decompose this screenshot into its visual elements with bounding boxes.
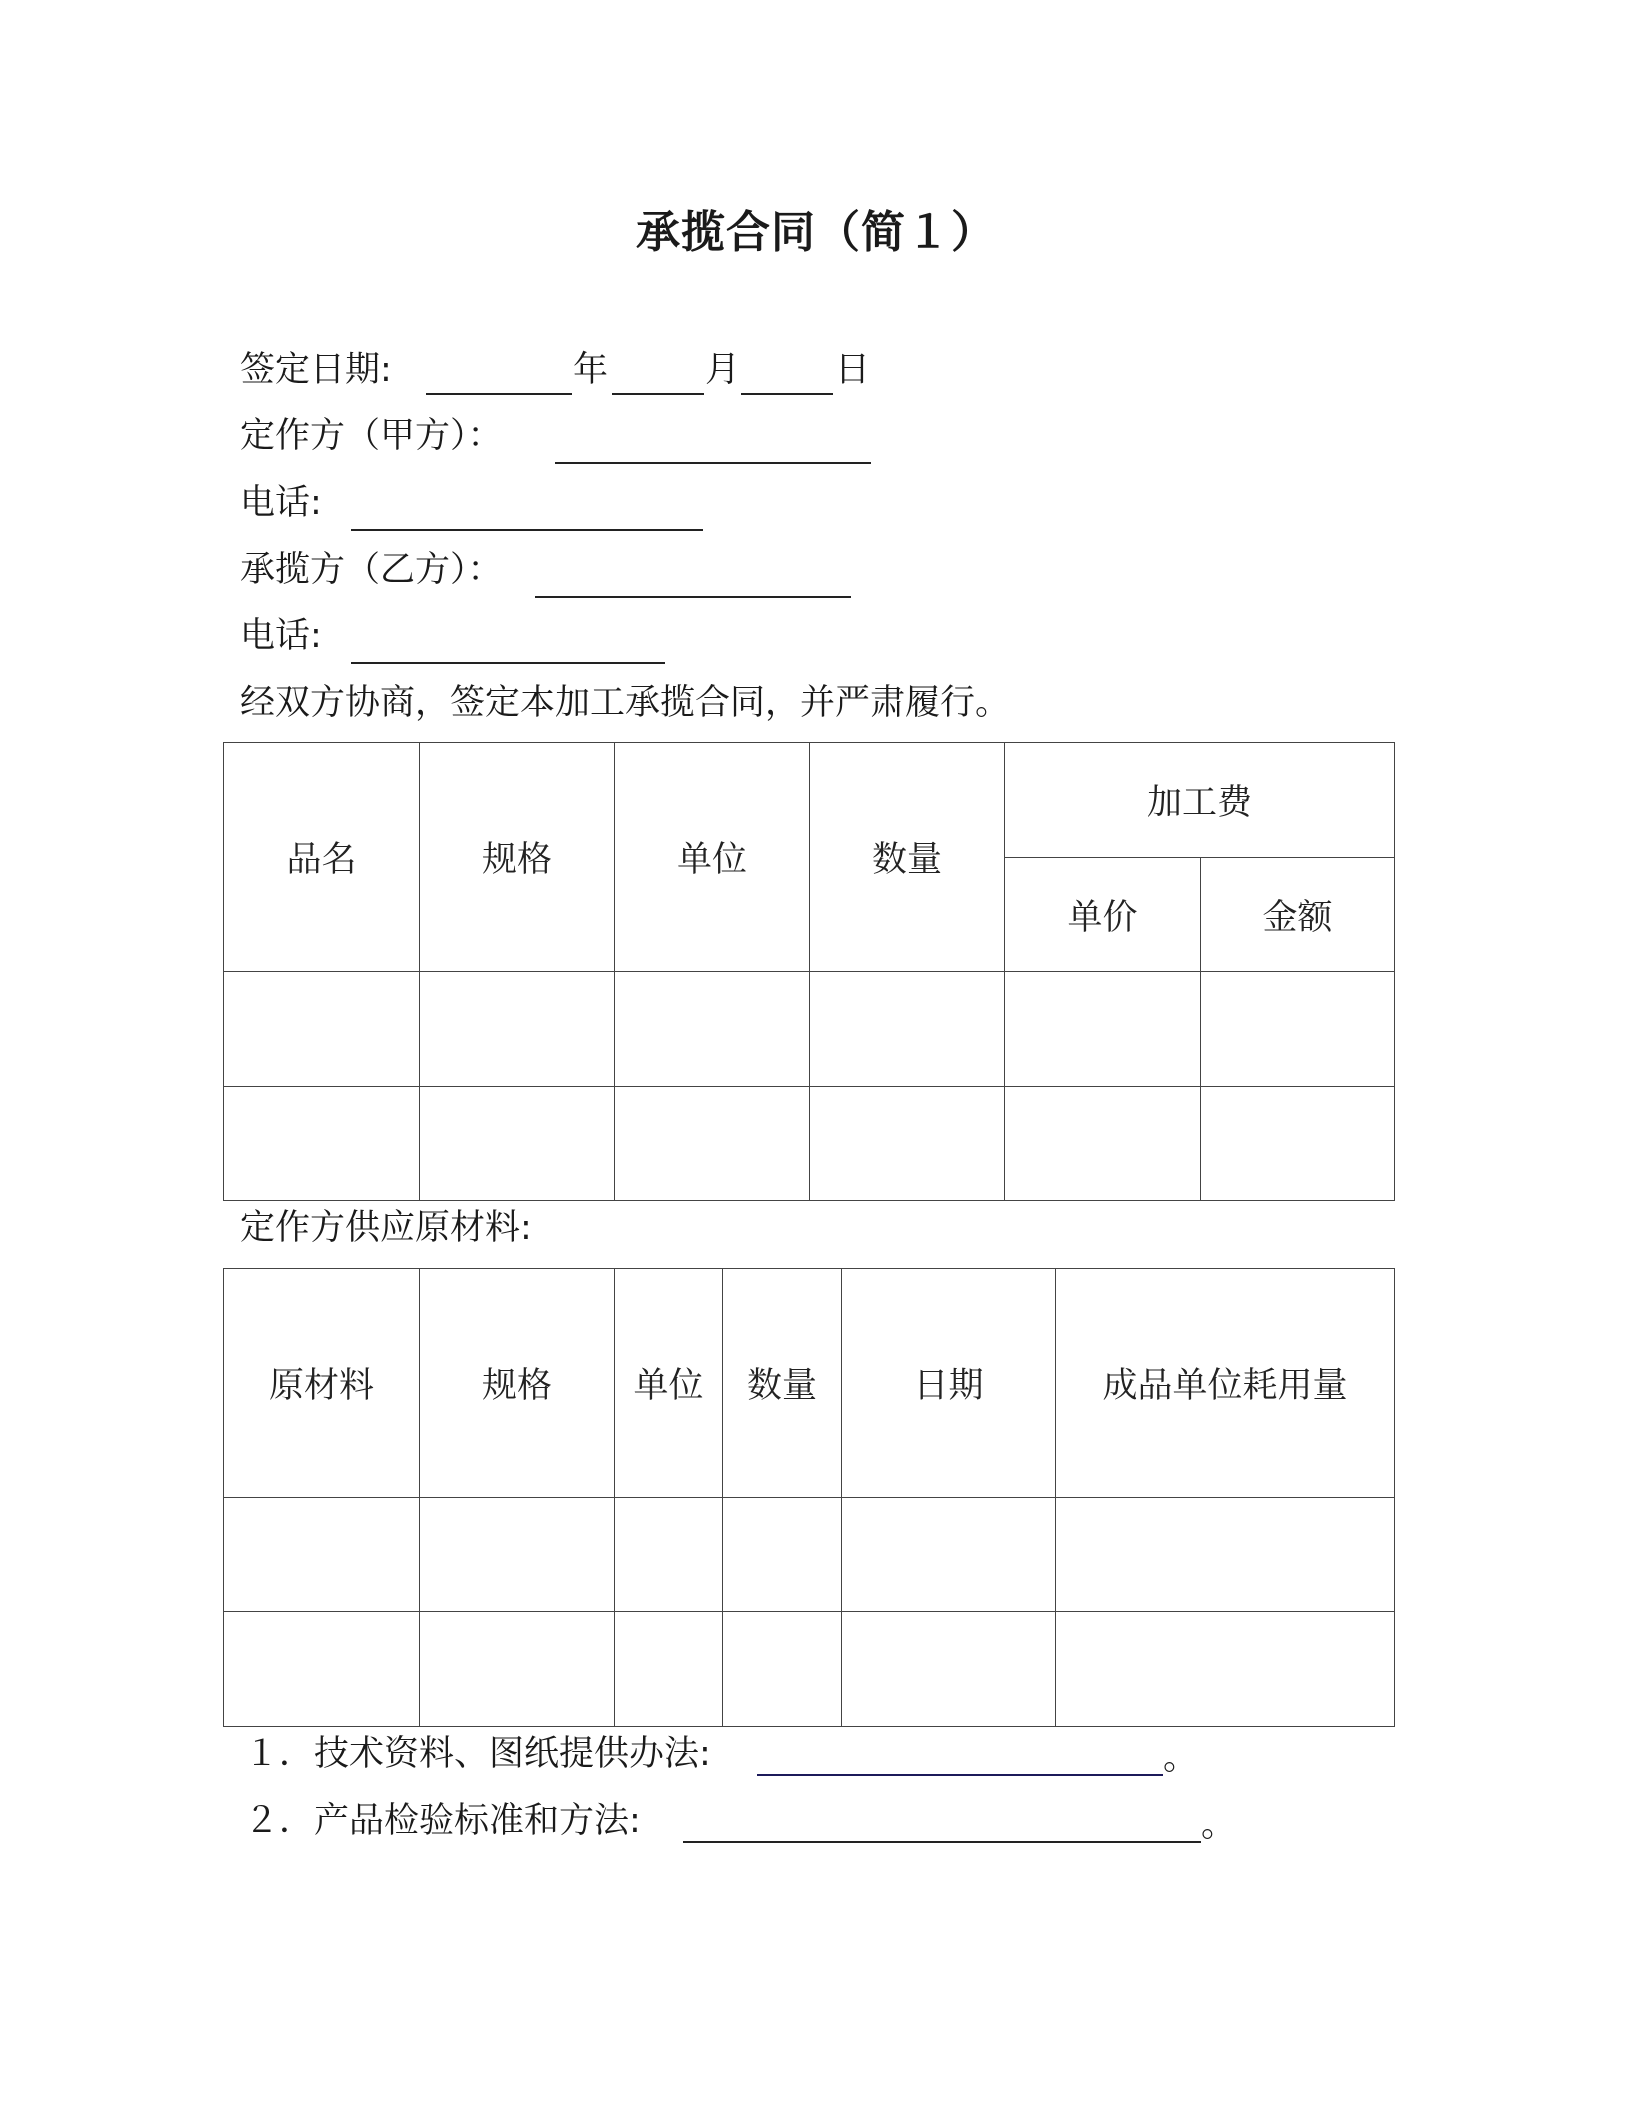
table-cell[interactable] xyxy=(723,1498,842,1612)
processing-fee-table xyxy=(223,742,1395,1201)
party-a-phone-label: 电话: xyxy=(240,483,322,523)
month-label: 月 xyxy=(705,350,741,390)
party-b-label: 承揽方（乙方）： xyxy=(240,550,503,590)
table-cell[interactable] xyxy=(1201,972,1395,1087)
inspection-standard-blank[interactable] xyxy=(683,1841,1201,1843)
header-quantity: 数量 xyxy=(723,1269,842,1498)
table-cell[interactable] xyxy=(420,1498,615,1612)
header-unit-price: 单价 xyxy=(1005,858,1201,972)
day-blank[interactable] xyxy=(741,393,833,395)
table-cell[interactable] xyxy=(723,1612,842,1727)
technical-data-blank[interactable] xyxy=(757,1774,1163,1776)
table-row xyxy=(224,972,1395,1087)
table-cell[interactable] xyxy=(420,1087,615,1201)
table-cell[interactable] xyxy=(615,1498,723,1612)
day-label: 日 xyxy=(835,350,871,390)
header-product-name: 品名 xyxy=(224,743,420,972)
year-blank[interactable] xyxy=(426,393,572,395)
header-date: 日期 xyxy=(842,1269,1056,1498)
header-spec: 规格 xyxy=(420,1269,615,1498)
table-cell[interactable] xyxy=(1201,1087,1395,1201)
table-cell[interactable] xyxy=(615,1087,810,1201)
signing-date-label: 签定日期: xyxy=(240,350,392,390)
table-cell[interactable] xyxy=(1056,1612,1395,1727)
clause-inspection-standard: ２．产品检验标准和方法: xyxy=(244,1801,641,1841)
table-cell[interactable] xyxy=(615,1612,723,1727)
table-cell[interactable] xyxy=(1005,1087,1201,1201)
header-spec: 规格 xyxy=(420,743,615,972)
party-a-phone-blank[interactable] xyxy=(351,529,703,531)
year-label: 年 xyxy=(573,350,609,390)
table-cell[interactable] xyxy=(842,1612,1056,1727)
header-processing-fee: 加工费 xyxy=(1005,743,1395,858)
party-b-phone-blank[interactable] xyxy=(351,662,665,664)
party-a-label: 定作方（甲方）： xyxy=(240,416,503,456)
table-row xyxy=(224,1612,1395,1727)
header-raw-material: 原材料 xyxy=(224,1269,420,1498)
month-blank[interactable] xyxy=(612,393,704,395)
raw-materials-table xyxy=(223,1268,1395,1727)
table-row xyxy=(224,1087,1395,1201)
header-amount: 金额 xyxy=(1201,858,1395,972)
party-a-blank[interactable] xyxy=(555,462,871,464)
table-cell[interactable] xyxy=(1056,1498,1395,1612)
table-row xyxy=(224,1498,1395,1612)
table-cell[interactable] xyxy=(842,1498,1056,1612)
table-cell[interactable] xyxy=(420,1612,615,1727)
clause-end-mark: 。 xyxy=(1201,1805,1237,1845)
table-cell[interactable] xyxy=(224,1612,420,1727)
party-b-blank[interactable] xyxy=(535,596,851,598)
table-cell[interactable] xyxy=(224,972,420,1087)
table-cell[interactable] xyxy=(224,1087,420,1201)
clause-technical-data: １．技术资料、图纸提供办法: xyxy=(244,1734,711,1774)
party-b-phone-label: 电话: xyxy=(240,616,322,656)
table-cell[interactable] xyxy=(810,1087,1005,1201)
clause-end-mark: 。 xyxy=(1163,1738,1199,1778)
table-cell[interactable] xyxy=(1005,972,1201,1087)
header-consumption: 成品单位耗用量 xyxy=(1056,1269,1395,1498)
table-cell[interactable] xyxy=(810,972,1005,1087)
intro-text: 经双方协商，签定本加工承揽合同，并严肃履行。 xyxy=(240,683,1011,723)
header-quantity: 数量 xyxy=(810,743,1005,972)
table-cell[interactable] xyxy=(615,972,810,1087)
header-unit: 单位 xyxy=(615,1269,723,1498)
table-cell[interactable] xyxy=(224,1498,420,1612)
header-unit: 单位 xyxy=(615,743,810,972)
table-cell[interactable] xyxy=(420,972,615,1087)
document-title: 承揽合同（简１） xyxy=(636,207,996,258)
materials-label: 定作方供应原材料: xyxy=(240,1208,532,1248)
